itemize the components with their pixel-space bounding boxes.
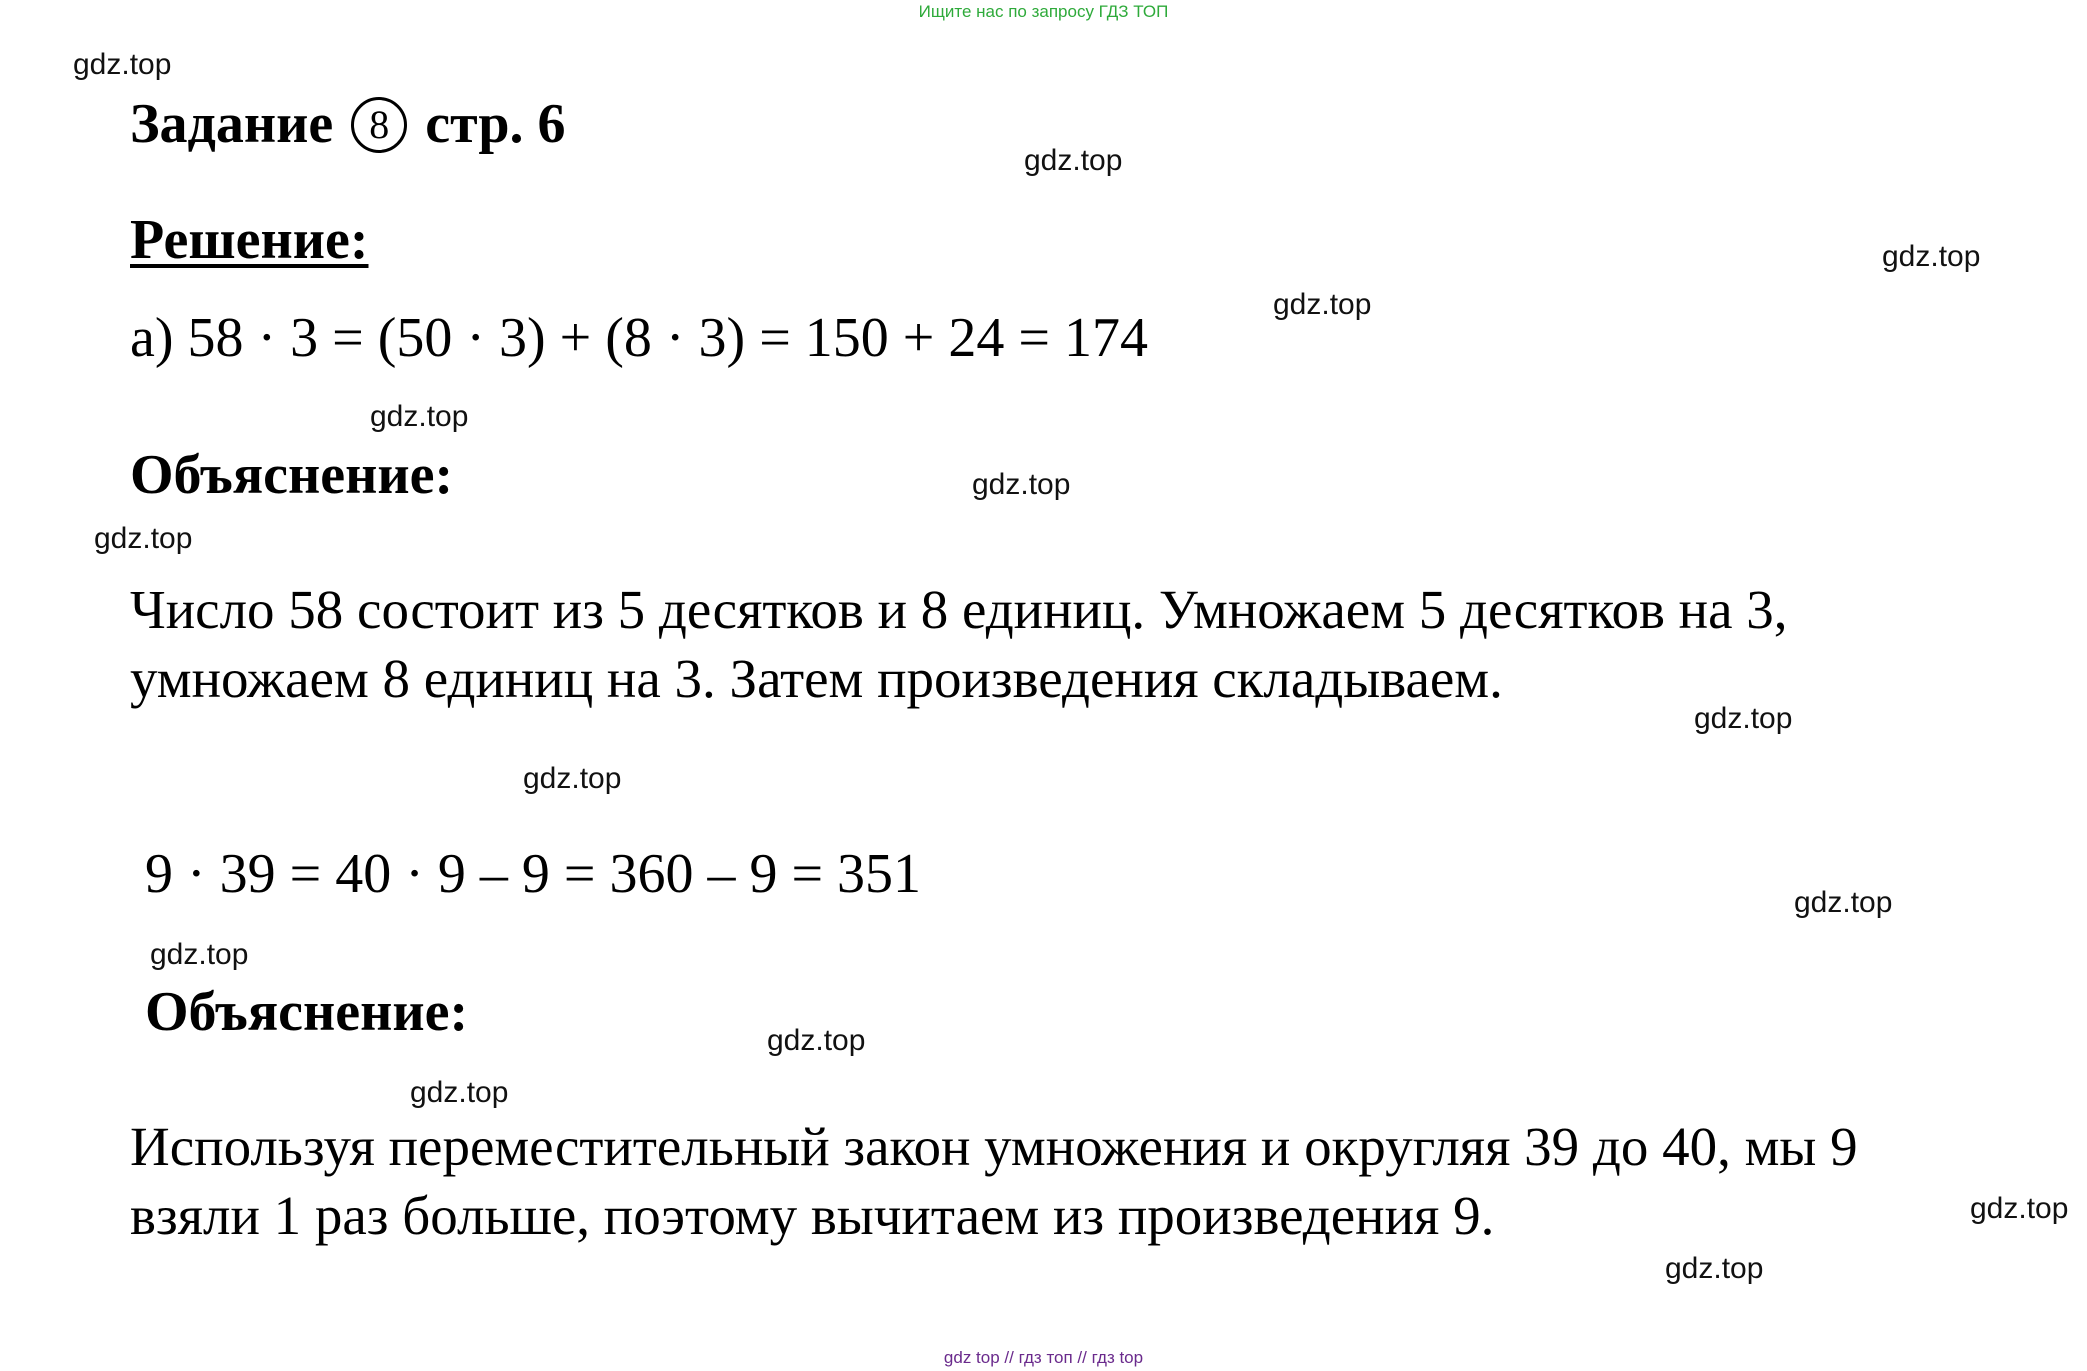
top-banner[interactable]: Ищите нас по запросу ГДЗ ТОП (918, 2, 1169, 21)
watermark: gdz.top (523, 762, 622, 795)
explanation-paragraph (130, 575, 1788, 713)
watermark: gdz.top (1694, 702, 1793, 735)
solution-heading: Решение: (130, 209, 369, 271)
explanation-paragraph (130, 1112, 1858, 1250)
watermark: gdz.top (410, 1076, 509, 1109)
explanation-heading: Объяснение: (130, 444, 454, 506)
explanation-line: Число 58 состоит из 5 десятков и 8 единиц. Умножаем 5 десятков на 3, (130, 579, 1788, 640)
watermark: gdz.top (767, 1024, 866, 1057)
watermark: gdz.top (1970, 1192, 2069, 1225)
watermark: gdz.top (972, 468, 1071, 501)
equation-2: 9 · 39 = 40 · 9 – 9 = 360 – 9 = 351 (145, 843, 922, 905)
watermark: gdz.top (1665, 1252, 1764, 1285)
watermark: gdz.top (370, 400, 469, 433)
equation-part-a: а) 58 · 3 = (50 · 3) + (8 · 3) = 150 + 24 = 174 (130, 307, 1148, 369)
explanation-line: умножаем 8 единиц на 3. Затем произведения складываем. (130, 648, 1503, 709)
explanation-line: взяли 1 раз больше, поэтому вычитаем из произведения 9. (130, 1185, 1495, 1246)
task-number-badge: 8 (351, 97, 407, 153)
watermark: gdz.top (94, 522, 193, 555)
watermark: gdz.top (150, 938, 249, 971)
watermark: gdz.top (1024, 144, 1123, 177)
title-prefix: Задание (130, 93, 334, 155)
explanation-heading: Объяснение: (145, 981, 469, 1043)
watermark: gdz.top (1794, 886, 1893, 919)
title-suffix: стр. 6 (425, 93, 566, 155)
watermark: gdz.top (1273, 288, 1372, 321)
page-title (130, 92, 565, 156)
footer-links[interactable]: gdz top // гдз топ // гдз top (943, 1348, 1144, 1367)
watermark: gdz.top (1882, 240, 1981, 273)
watermark: gdz.top (73, 48, 172, 81)
explanation-line: Используя переместительный закон умножения и округляя 39 до 40, мы 9 (130, 1116, 1858, 1177)
